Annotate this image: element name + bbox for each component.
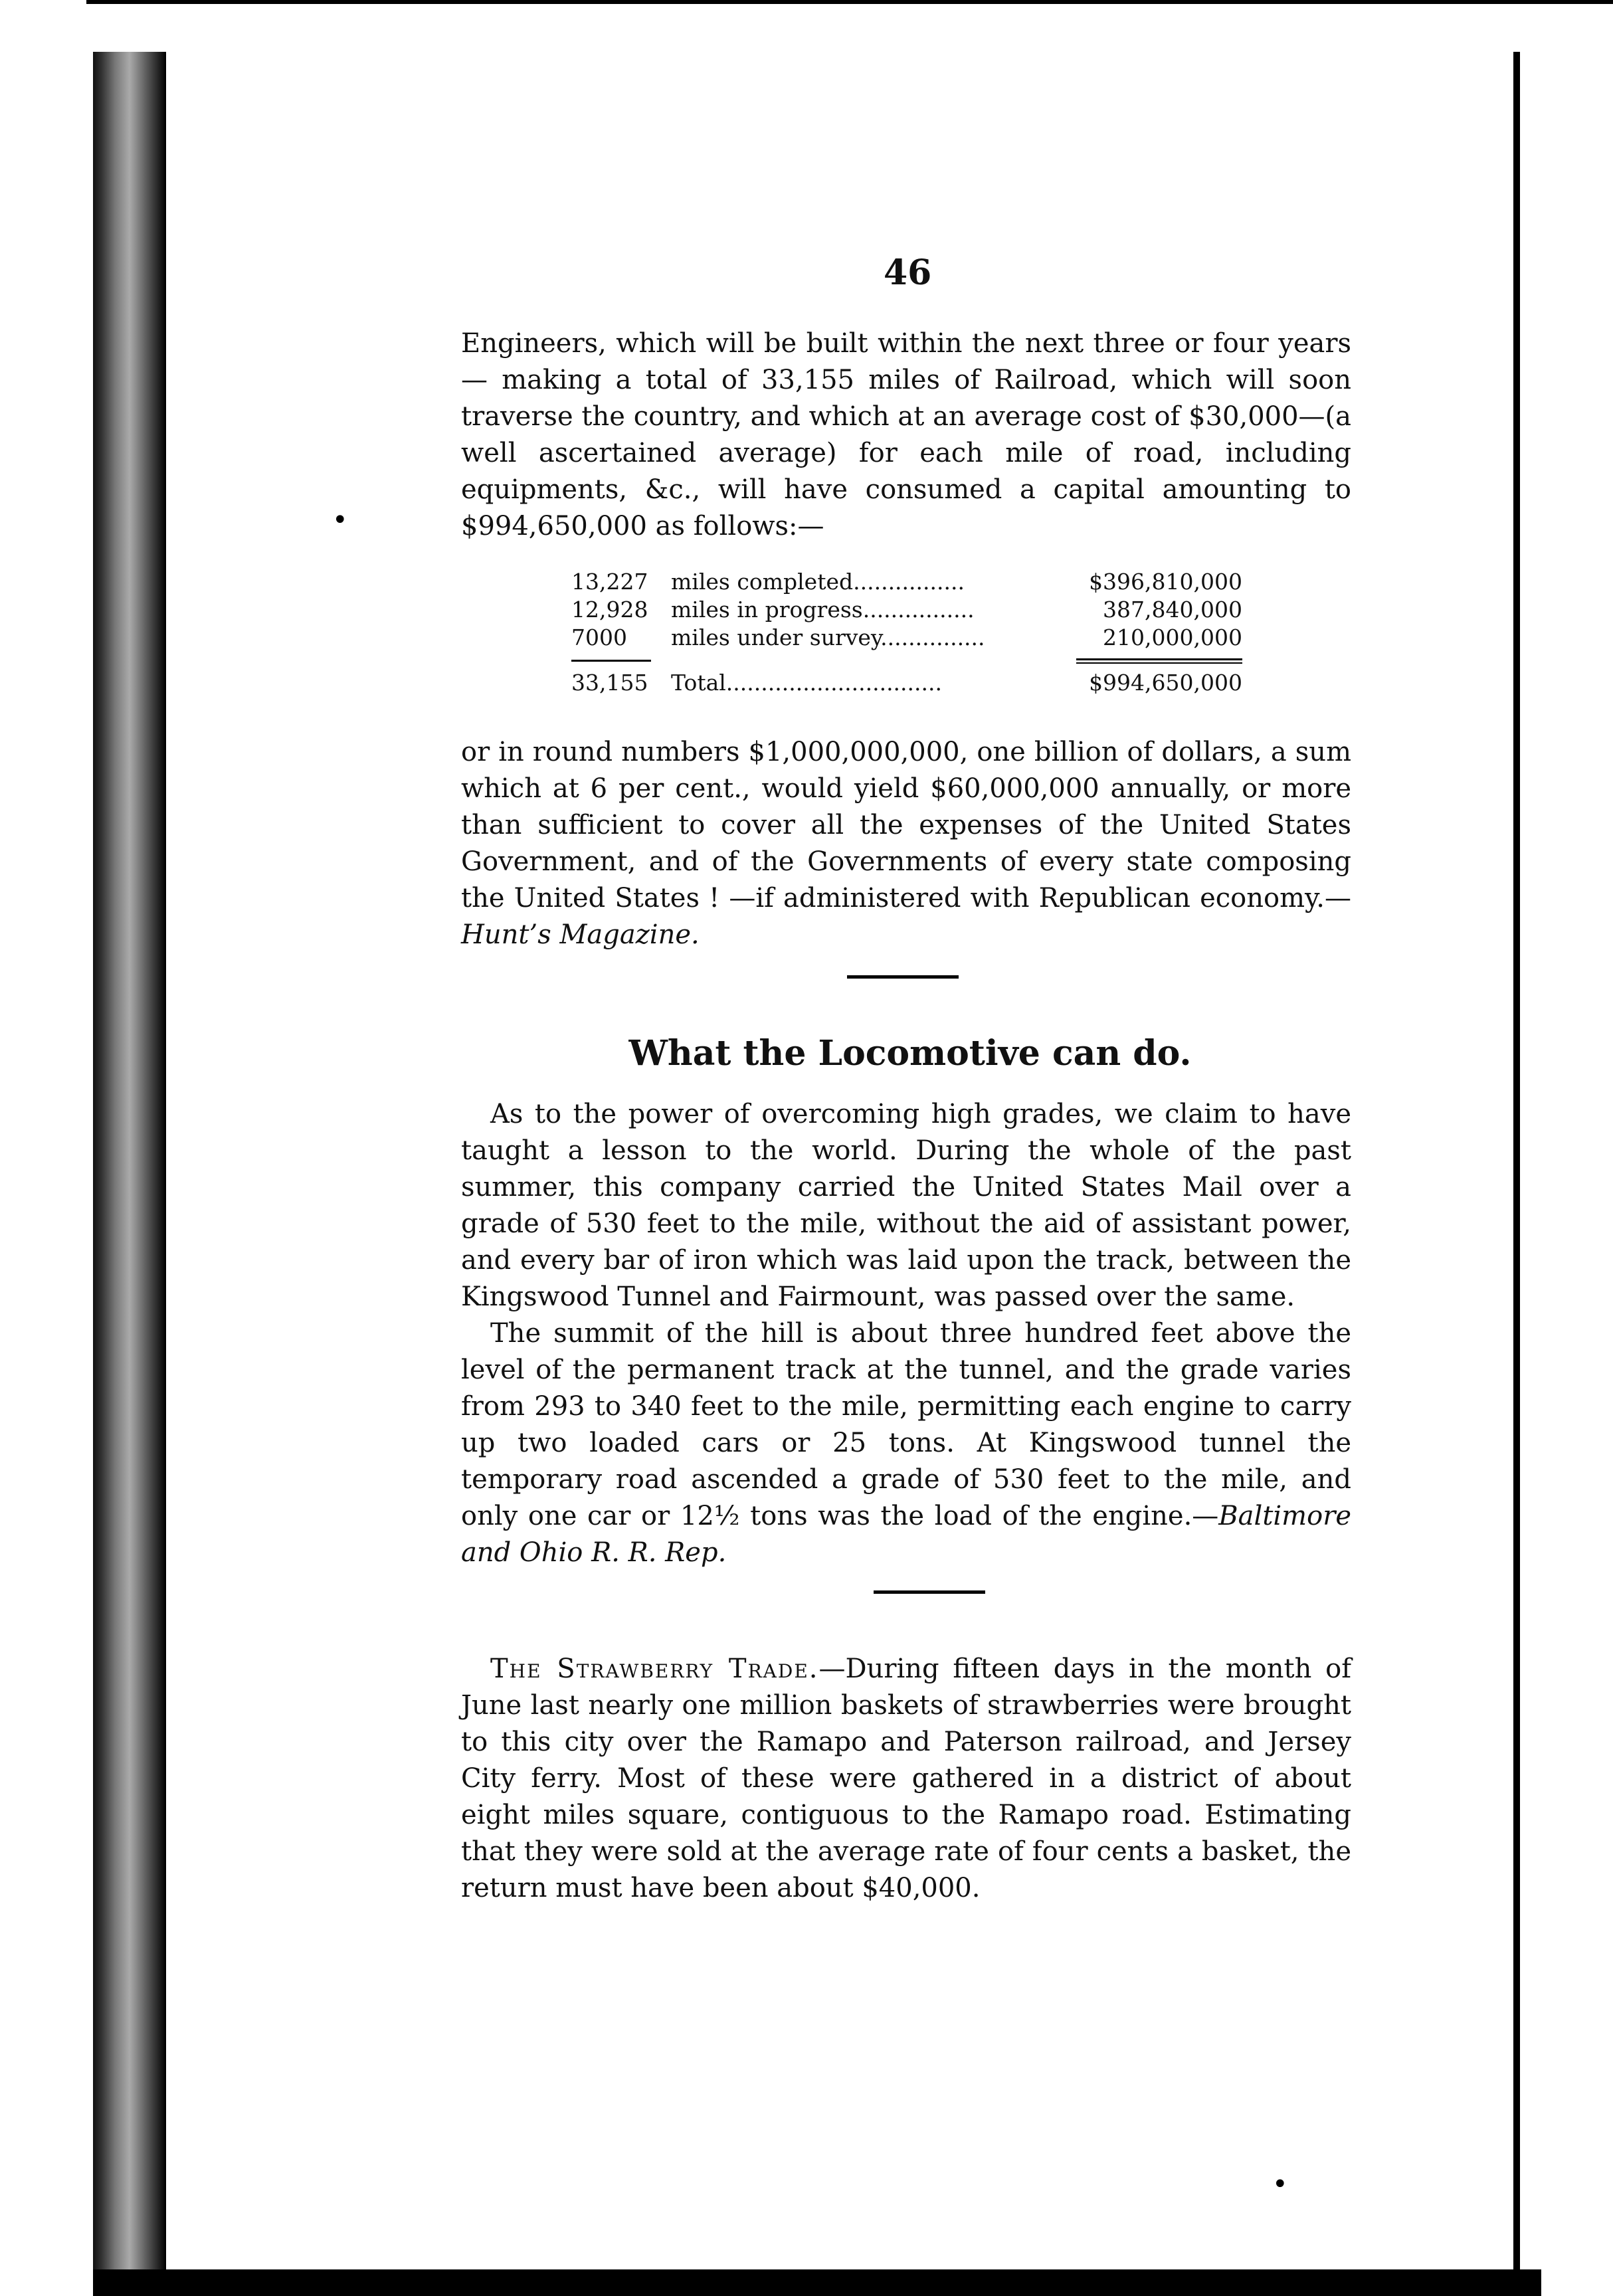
book-spine	[93, 52, 166, 2271]
ledger-rule-amount-double	[1076, 662, 1242, 664]
scan-bottom-border	[93, 2269, 1541, 2296]
scan-top-border	[86, 0, 1613, 58]
ledger-desc: miles in progress................	[671, 597, 975, 622]
ledger-row	[571, 624, 1242, 652]
section-divider	[847, 975, 959, 979]
paragraph-4-source: Baltimore and Ohio R. R. Rep.	[461, 1501, 1351, 1568]
paragraph-4-text: The summit of the hill is about three hundred feet above the level of the permanent track at the tunnel, and the grade varies from 293 to 340 feet to the mile, permitting each engine to carry up two loaded cars or 25 tons. At Kingswood tunnel the temporary road ascended a grade of 530 feet to the mile, and only one car or 12½ tons was the load of the engine.—	[461, 1318, 1351, 1531]
ink-speck: •	[332, 505, 348, 535]
paragraph-railroad-cost	[461, 326, 1351, 545]
paragraph-5-lead: The Strawberry Trade.	[490, 1654, 819, 1684]
strawberry-article	[461, 1651, 1351, 1907]
ledger-row	[571, 596, 1242, 624]
ledger-amount: $396,810,000	[1089, 569, 1242, 595]
paragraph-2-text: or in round numbers $1,000,000,000, one billion of dollars, a sum which at 6 per cent., would yield $60,000,000 annually, or more than sufficient to cover all the expenses of the United States Government, and of the Governments of every state composing the United States ! —if administered with Republican economy.—	[461, 737, 1351, 913]
ledger-total-row	[571, 669, 1242, 697]
ink-speck: •	[1272, 2169, 1288, 2200]
paragraph-3-text: As to the power of overcoming high grades, we claim to have taught a lesson to the world. During the whole of the past summer, this company carried the United States Mail over a grade of 530 feet to the mile, without the aid of assistant power, and every bar of iron which was laid upon the track, between the Kingswood Tunnel and Fairmount, was passed over the same.	[461, 1099, 1351, 1312]
ledger-total-desc: Total...............................	[671, 670, 942, 696]
paragraph-2-source: Hunt’s Magazine.	[461, 919, 700, 950]
ledger-rule-amount	[1076, 658, 1242, 660]
ledger-total-miles: 33,155	[571, 670, 648, 696]
ledger-rule-miles	[571, 660, 651, 662]
scan-right-margin	[1517, 52, 1613, 2296]
ledger-desc: miles under survey...............	[671, 624, 985, 650]
paragraph-billion	[461, 734, 1351, 953]
paragraph-5-text: —During fifteen days in the month of June last nearly one million baskets of strawberries were brought to this city over the Ramapo and Paterson railroad, and Jersey City ferry. Most of these were gathered in a district of about eight miles square, contiguous to the Ramapo road. Estimating that they were sold at the average rate of four cents a basket, the return must have been about $40,000.	[461, 1654, 1351, 1903]
locomotive-article	[461, 1096, 1351, 1571]
ledger-miles: 12,928	[571, 597, 648, 622]
page-number: 46	[884, 252, 932, 293]
ledger-row	[571, 568, 1242, 596]
ledger-desc: miles completed................	[671, 569, 965, 595]
ledger-sum-rule	[571, 652, 1242, 669]
section-heading: What the Locomotive can do.	[628, 1033, 1192, 1074]
ledger-amount: 387,840,000	[1103, 597, 1242, 622]
ledger-miles: 7000	[571, 624, 627, 650]
ledger-total-amount: $994,650,000	[1089, 670, 1242, 696]
section-divider	[874, 1590, 985, 1594]
paragraph-1-text: Engineers, which will be built within the next three or four years— making a total of 33,155 miles of Railroad, which will soon traverse the country, and which at an average cost of $30,000—(a well ascertained average) for each mile of road, including equipments, &c., will have consumed a capital amounting to $994,650,000 as follows:—	[461, 328, 1351, 541]
ledger-miles: 13,227	[571, 569, 648, 595]
ledger-amount: 210,000,000	[1103, 624, 1242, 650]
railroad-ledger	[571, 568, 1242, 697]
